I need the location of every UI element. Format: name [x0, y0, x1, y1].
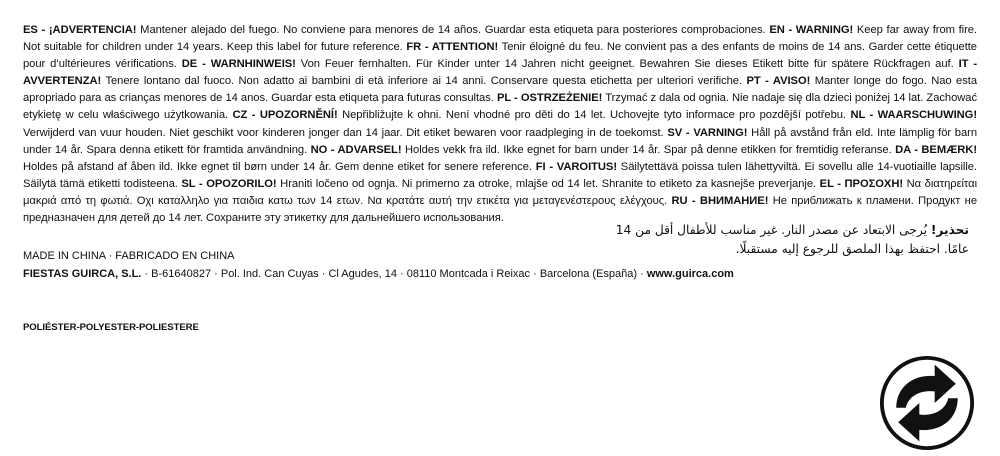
warning-text-cz: Nepřibližujte k ohni. Není vhodné pro děti do 14 let. Uchovejte tyto informace pro pozdější potřebu.: [337, 109, 851, 122]
warning-tag-fi: FI - VAROITUS!: [535, 160, 618, 173]
made-in-label: MADE IN CHINA · FABRICADO EN CHINA: [23, 250, 235, 262]
company-website: www.guirca.com: [646, 268, 734, 280]
warning-tag-nl: NL - WAARSCHUWING!: [850, 109, 978, 122]
warning-text-da: Holdes på afstand af åben ild. Ikke egnet til børn under 14 år. Gem denne etiket for senere reference.: [23, 160, 536, 173]
warning-tag-ru: RU - ВНИМАНИЕ!: [671, 194, 769, 207]
warning-text-pt: Manter longe do fogo. Nao esta apropriado para as crianças menores de 14 anos. Guardar esta etiqueta para futuras consultas.: [23, 75, 978, 105]
green-dot-recycling-icon: [879, 355, 975, 451]
warning-tag-fr: FR - ATTENTION!: [406, 41, 499, 54]
warning-tag-pl: PL - OSTRZEŻENIE!: [496, 92, 603, 105]
warning-text-sl: Hraniti ločeno od ognja. Ni primerno za otroke, mlajše od 14 let. Shranite to etiketo za kasnejše preverjanje.: [276, 177, 820, 190]
material-label: POLIÉSTER-POLYESTER-POLIESTERE: [23, 322, 199, 333]
warning-tag-es: ES - ¡ADVERTENCIA!: [23, 24, 137, 36]
warning-tag-cz: CZ - UPOZORNĚNÍ!: [232, 109, 338, 122]
logo-outer-ring: [882, 358, 972, 448]
warning-text-ru: Не приближать к пламени. Продукт не предназначен для детей до 14 лет. Сохраните эту этикетку для дальнейшего использования.: [23, 194, 977, 225]
arabic-warning-tag: تحذير!: [930, 223, 969, 237]
arabic-warning-text: يُرجى الابتعاد عن مصدر النار. غير مناسب للأطفال أقل من 14 عامًا. احتفظ بهذا الملصق للرجوع إليه مستقبلًا.: [615, 223, 969, 256]
arabic-warning: [609, 221, 969, 259]
warning-text-sv: Håll på avstånd från eld. Inte lämplig för barn under 14 år. Spara denna etikett för framtida användning.: [23, 126, 977, 156]
company-name: FIESTAS GUIRCA, S.L.: [23, 268, 142, 280]
warning-text-fi: Säilytettävä poissa tulen lähettyviltä. Ei sovellu alle 14-vuotiaille lapsille. Säilytä tämä etiketti todisteena.: [23, 160, 977, 190]
warning-tag-sv: SV - VARNING!: [667, 126, 748, 139]
company-info: [23, 267, 783, 281]
warning-tag-el: EL - ΠΡΟΣΟΧΗ!: [819, 177, 904, 190]
warning-tag-sl: SL - OPOZORILO!: [181, 177, 277, 190]
warning-tag-it: IT - AVVERTENZA!: [23, 58, 978, 88]
warning-text-nl: Verwijderd van vuur houden. Niet geschikt voor kinderen jonger dan 14 jaar. Dit etiket bewaren voor raadpleging in de toekomst.: [23, 126, 668, 139]
logo-arrow-upper: [896, 365, 956, 408]
warning-text-pl: Trzymać z dala od ognia. Nie nadaje się dla dzieci poniżej 14 lat. Zachować etykietę w celu właściwego użytkowania.: [23, 92, 977, 122]
warning-text-no: Holdes vekk fra ild. Ikke egnet for barn under 14 år. Spar på denne etikken for fremtidig referanse.: [401, 143, 896, 156]
multilingual-warning-text: [23, 22, 977, 227]
warning-tag-en: EN - WARNING!: [769, 24, 854, 36]
warning-tag-pt: PT - AVISO!: [746, 75, 811, 88]
warning-tag-de: DE - WARNHINWEIS!: [181, 58, 296, 71]
warning-text-es: Mantener alejado del fuego. No conviene para menores de 14 años. Guardar esta etiqueta para posteriores comprobaciones.: [136, 24, 770, 36]
logo-arrow-lower: [898, 398, 958, 441]
warning-text-it: Tenere lontano dal fuoco. Non adatto ai bambini di età inferiore ai 14 anni. Conservare questa etichetta per ulteriori verifiche.: [101, 75, 747, 88]
company-details: · B-61640827 · Pol. Ind. Can Cuyas · Cl Agudes, 14 · 08110 Montcada i Reixac · Barcelona (España) ·: [141, 268, 647, 280]
warning-text-el: Να διατηρείται μακριά από τη φωτιά. Οχι καταλληλο για παιδια κατω των 14 ετων. Να κρατάτε αυτή την ετικέτα για μεταγενέστερους ελέγχους.: [23, 177, 977, 207]
warning-text-fr: Tenir éloigné du feu. Ne convient pas a des enfants de moins de 14 ans. Garder cette étiquette pour d’ultérieures vérifications.: [23, 41, 977, 71]
warning-text-en: Keep far away from fire. Not suitable for children under 14 years. Keep this label for future reference.: [23, 24, 977, 54]
warning-tag-no: NO - ADVARSEL!: [310, 143, 402, 156]
warning-text-de: Von Feuer fernhalten. Für Kinder unter 14 Jahren nicht geeignet. Bewahren Sie dieses Etikett bitte für spätere Rückfragen auf.: [295, 58, 959, 71]
warning-tag-da: DA - BEMÆRK!: [895, 143, 977, 156]
